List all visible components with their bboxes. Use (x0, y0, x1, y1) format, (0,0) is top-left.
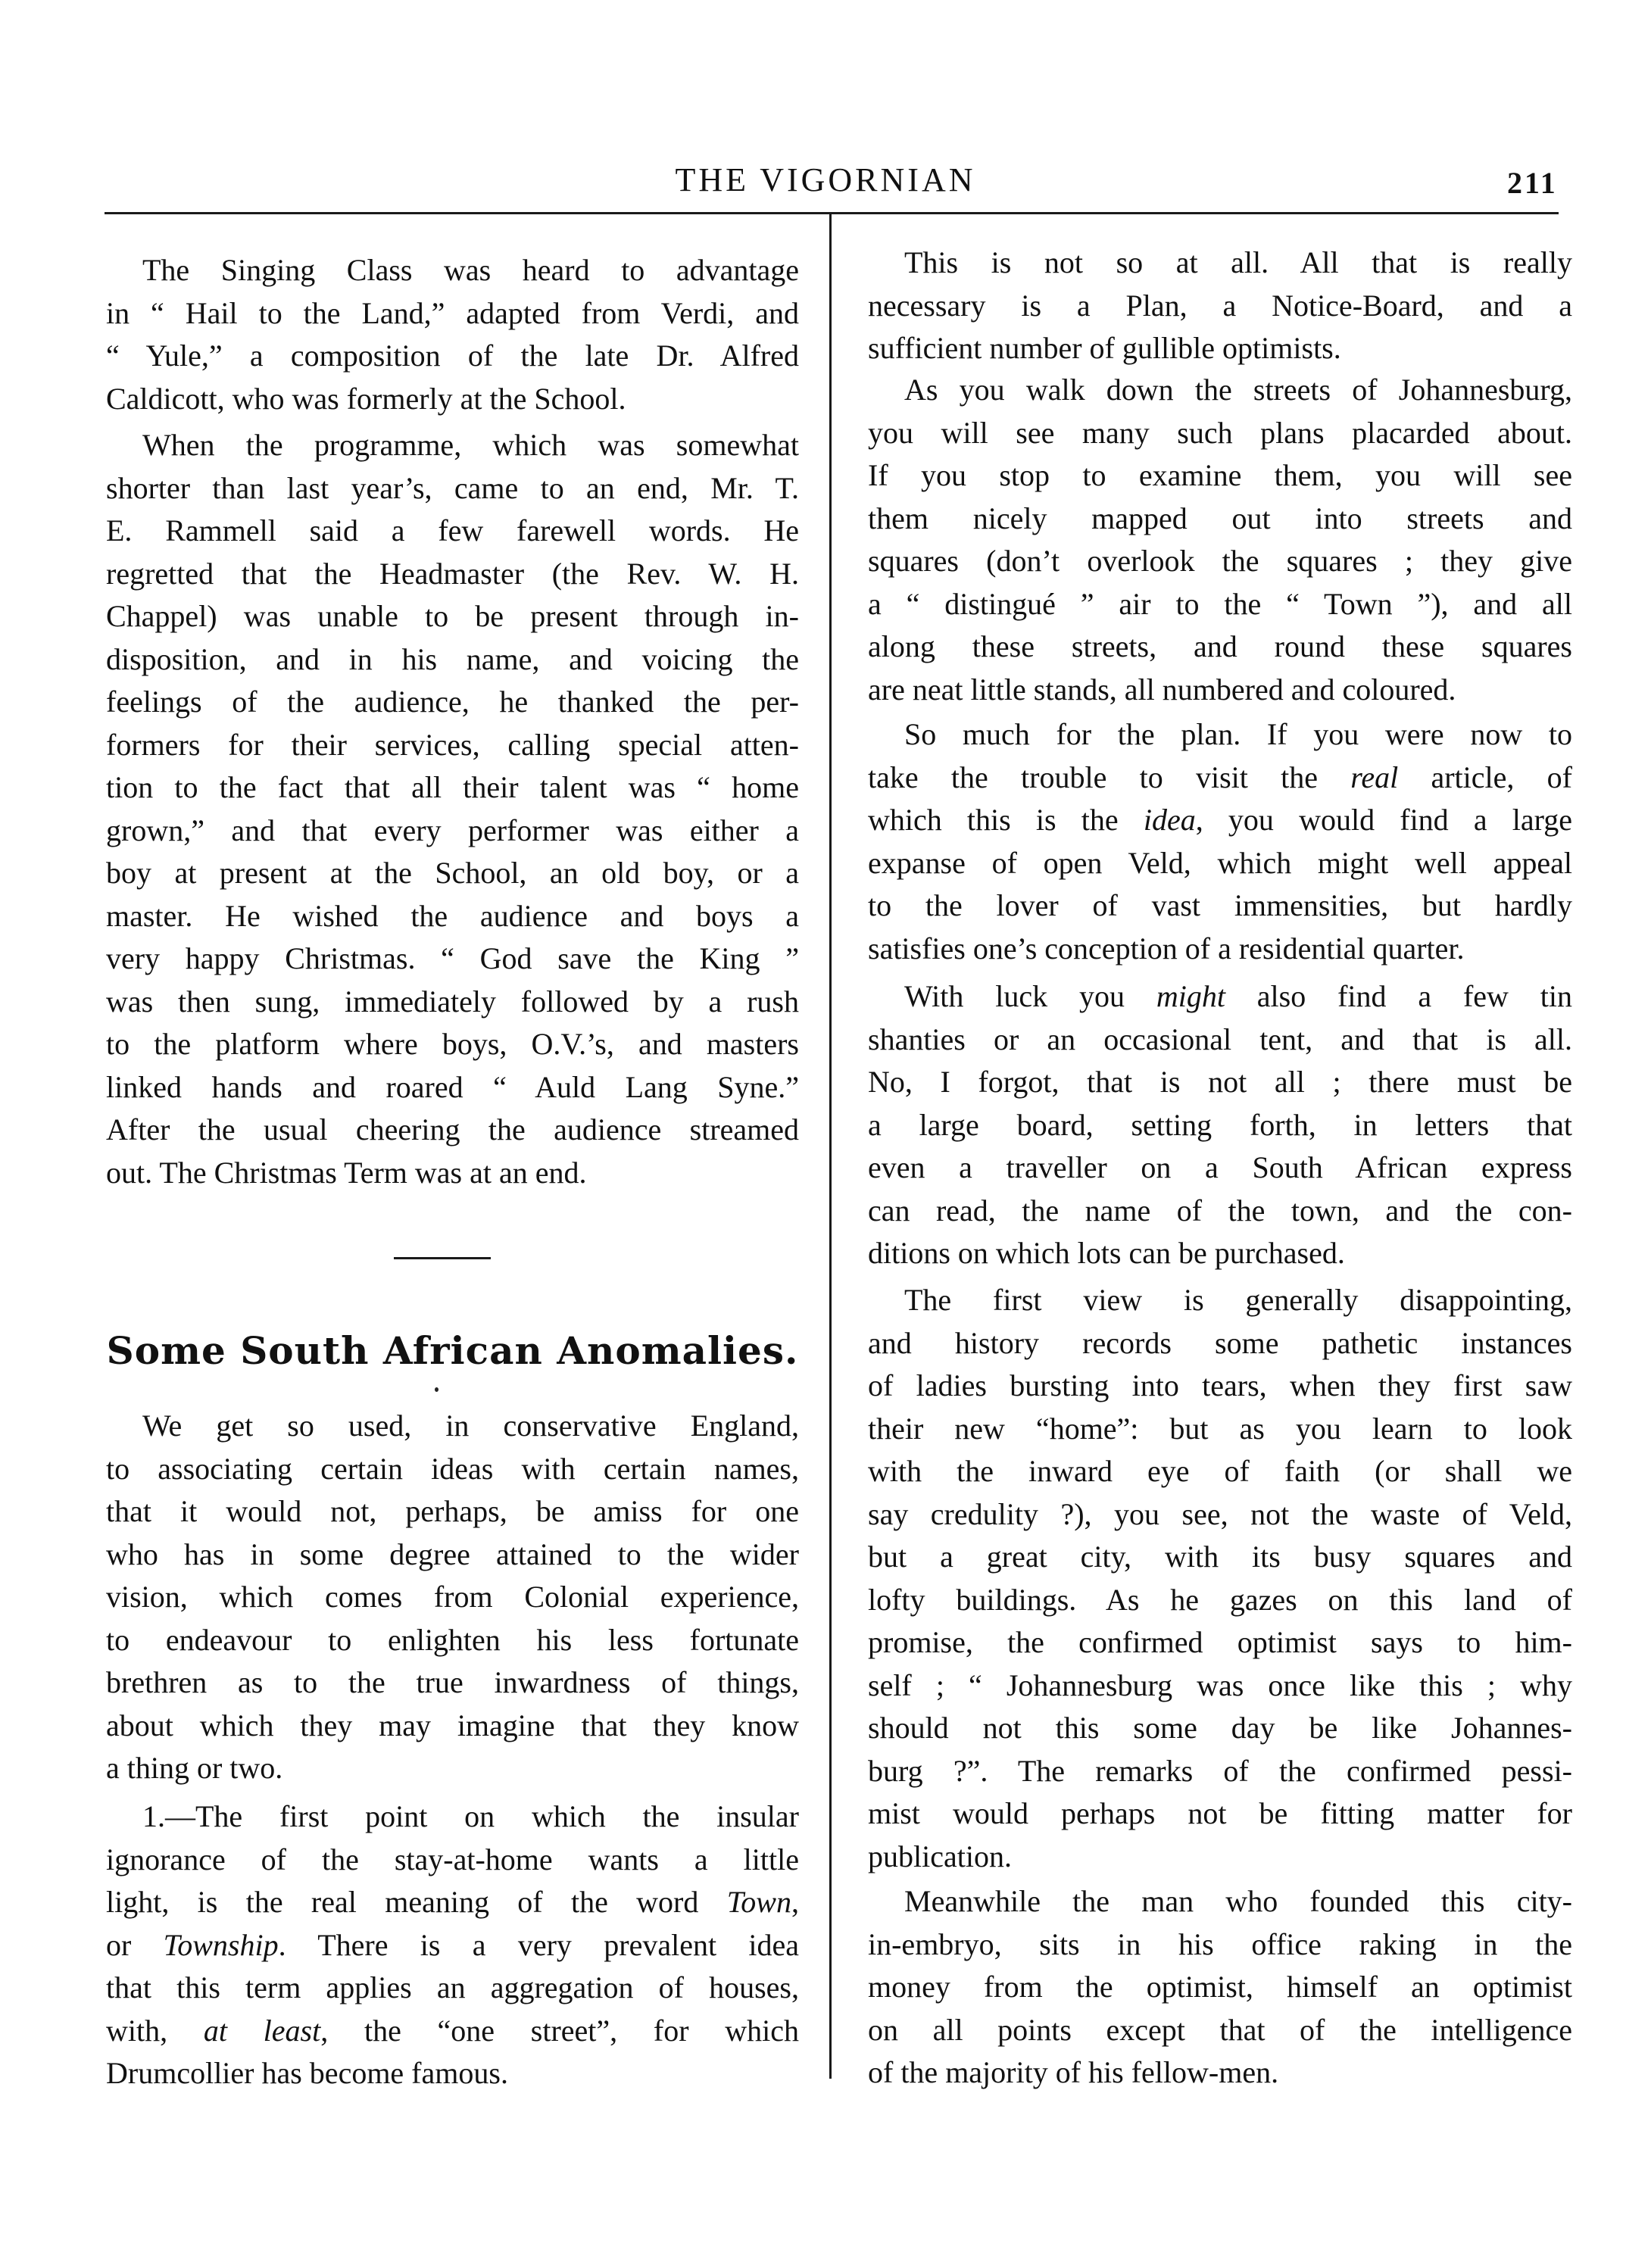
text-line: regretted that the Headmaster (the Rev. W. H. (106, 556, 799, 591)
text-line: vision, which comes from Colonial experience, (106, 1580, 799, 1614)
text-line: that it would not, perhaps, be amiss for one (106, 1494, 799, 1528)
page-number: 211 (1507, 166, 1558, 200)
text-line: that this term applies an aggregation of houses, (106, 1970, 799, 2004)
text-line: about which they may imagine that they know (106, 1708, 799, 1742)
text-line: 1.—The first point on which the insular (142, 1799, 799, 1833)
text-line: The first view is generally disappointing, (904, 1283, 1572, 1317)
text-line: As you walk down the streets of Johannesburg, (904, 373, 1572, 407)
text-line: on all points except that of the intelligence (868, 2012, 1572, 2047)
text-line: “ Yule,” a composition of the late Dr. Alfred (106, 338, 799, 373)
text-line: lofty buildings. As he gazes on this land of (868, 1582, 1572, 1617)
text-line: a “ distingué ” air to the “ Town ”), and all (868, 586, 1572, 621)
italic-word: at least (203, 2013, 321, 2048)
text-line: sufficient number of gullible optimists. (868, 331, 1341, 365)
text-line: formers for their services, calling special atten- (106, 727, 799, 762)
text-line: and history records some pathetic instances (868, 1325, 1572, 1360)
text-line: but a great city, with its busy squares and (868, 1540, 1572, 1574)
text-line: with, at least, the “one street”, for which (106, 2013, 799, 2048)
paragraph-not-so (868, 242, 1572, 370)
text-line: burg ?”. The remarks of the confirmed pessi- (868, 1753, 1572, 1788)
text-line: you will see many such plans placarded about. (868, 415, 1572, 450)
text-line: of ladies bursting into tears, when they first saw (868, 1368, 1572, 1402)
text-line: Chappel) was unable to be present through in- (106, 599, 799, 633)
italic-word: Town (726, 1885, 791, 1919)
text-line: ignorance of the stay-at-home wants a little (106, 1842, 799, 1876)
text-line: Meanwhile the man who founded this city- (904, 1884, 1572, 1918)
text-line: E. Rammell said a few farewell words. He (106, 513, 799, 548)
text-line: to the lover of vast immensities, but hardly (868, 888, 1572, 922)
text-line: to associating certain ideas with certain names, (106, 1451, 799, 1486)
text-line: Caldicott, who was formerly at the School. (106, 381, 626, 416)
text-line: If you stop to examine them, you will see (868, 458, 1572, 492)
text-line: grown,” and that every performer was either a (106, 813, 799, 847)
text-line: a large board, setting forth, in letters that (868, 1107, 1572, 1142)
text-line: feelings of the audience, he thanked the per- (106, 685, 799, 719)
text-line: The Singing Class was heard to advantage (142, 253, 799, 287)
paragraph-programme (106, 424, 799, 1194)
italic-word: Township (163, 1927, 279, 1962)
paragraph-first-view (868, 1279, 1572, 1878)
text-line: very happy Christmas. “ God save the King ” (106, 941, 799, 975)
text-line: in-embryo, sits in his office raking in the (868, 1926, 1572, 1961)
text-line: When the programme, which was somewhat (142, 428, 799, 462)
text-line: a thing or two. (106, 1751, 283, 1785)
text-line: which this is the idea, you would find a large (868, 803, 1573, 837)
section-heading: Some South African Anomalies. (106, 1328, 799, 1373)
paragraph-johannesburg-streets (868, 369, 1572, 711)
paragraph-singing-class (106, 249, 799, 420)
text-line: or Township. There is a very prevalent idea (106, 1927, 799, 1962)
text-line: tion to the fact that all their talent was “ home (106, 770, 799, 804)
running-title: THE VIGORNIAN (675, 161, 976, 198)
text-line: along these streets, and round these squares (868, 629, 1572, 663)
text-line: shanties or an occasional tent, and that is all. (868, 1022, 1572, 1056)
ornament-dot (435, 1387, 438, 1392)
text-line: After the usual cheering the audience streamed (106, 1112, 799, 1146)
text-line: them nicely mapped out into streets and (868, 501, 1572, 535)
text-line: are neat little stands, all numbered and coloured. (868, 672, 1456, 707)
italic-word: idea (1143, 803, 1196, 837)
text-line: No, I forgot, that is not all ; there must be (868, 1065, 1572, 1099)
text-line: expanse of open Veld, which might well appeal (868, 845, 1572, 880)
paragraph-the-plan (868, 713, 1572, 970)
text-line: master. He wished the audience and boys a (106, 898, 799, 933)
text-line: brethren as to the true inwardness of things, (106, 1665, 799, 1699)
paragraph-meanwhile (868, 1880, 1572, 2095)
text-line: publication. (868, 1839, 1012, 1873)
paragraph-with-luck (868, 975, 1572, 1275)
text-line: mist would perhaps not be fitting matter for (868, 1796, 1572, 1830)
text-line: should not this some day be like Johannes- (868, 1711, 1572, 1745)
text-line: shorter than last year’s, came to an end, Mr. T. (106, 470, 799, 505)
text-line: to the platform where boys, O.V.’s, and masters (106, 1027, 799, 1061)
text-line: their new “home”: but as you learn to look (868, 1411, 1572, 1446)
text-line: even a traveller on a South African express (868, 1150, 1572, 1184)
text-line: out. The Christmas Term was at an end. (106, 1155, 587, 1190)
text-line: disposition, and in his name, and voicing the (106, 641, 799, 676)
column-divider (829, 214, 832, 2079)
text-line: necessary is a Plan, a Notice-Board, and a (868, 288, 1572, 323)
text-line: Drumcollier has become famous. (106, 2056, 508, 2090)
section-divider-rule (394, 1257, 491, 1259)
text-line: light, is the real meaning of the word Town, (106, 1885, 799, 1919)
text-line: promise, the confirmed optimist says to him- (868, 1625, 1572, 1659)
text-line: to endeavour to enlighten his less fortunate (106, 1622, 799, 1657)
text-line: with the inward eye of faith (or shall we (868, 1454, 1572, 1488)
text-line: With luck you might also find a few tin (904, 979, 1573, 1013)
text-line: linked hands and roared “ Auld Lang Syne.” (106, 1069, 799, 1104)
paragraph-intro (106, 1405, 799, 1790)
text-line: ditions on which lots can be purchased. (868, 1236, 1345, 1270)
text-line: money from the optimist, himself an optimist (868, 1970, 1572, 2004)
italic-word: real (1350, 760, 1399, 794)
italic-word: might (1156, 979, 1225, 1013)
text-line: This is not so at all. All that is really (904, 245, 1572, 279)
text-line: squares (don’t overlook the squares ; they give (868, 544, 1572, 578)
text-line: say credulity ?), you see, not the waste of Veld, (868, 1496, 1572, 1531)
text-line: So much for the plan. If you were now to (904, 717, 1572, 751)
header-rule (105, 212, 1559, 214)
text-line: can read, the name of the town, and the con- (868, 1193, 1572, 1228)
paragraph-point-one (106, 1795, 799, 2095)
text-line: We get so used, in conservative England, (142, 1409, 799, 1443)
text-line: satisfies one’s conception of a residential quarter. (868, 931, 1465, 966)
text-line: take the trouble to visit the real article, of (868, 760, 1572, 794)
text-line: who has in some degree attained to the wider (106, 1536, 799, 1571)
text-line: of the majority of his fellow-men. (868, 2055, 1279, 2089)
text-line: in “ Hail to the Land,” adapted from Verdi, and (106, 295, 799, 330)
text-line: boy at present at the School, an old boy, or a (106, 856, 799, 890)
text-line: was then sung, immediately followed by a rush (106, 984, 799, 1019)
text-line: self ; “ Johannesburg was once like this ; why (868, 1667, 1572, 1702)
